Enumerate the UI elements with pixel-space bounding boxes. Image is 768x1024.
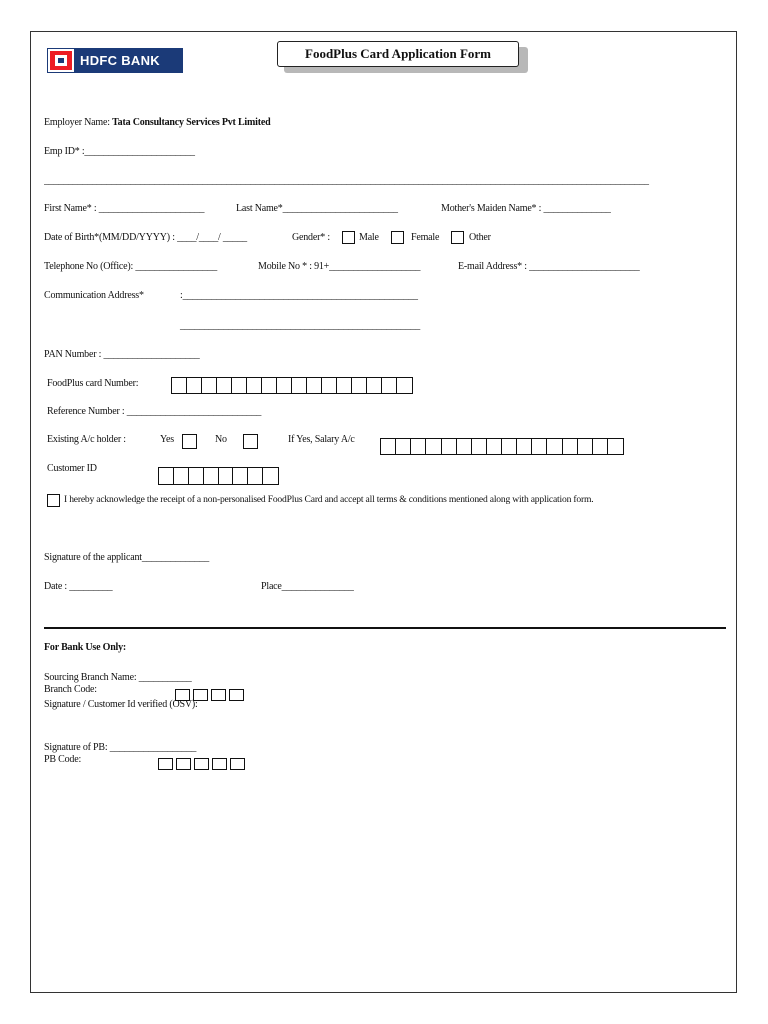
gender-other-checkbox[interactable] <box>451 231 464 244</box>
existing-account-label: Existing A/c holder : <box>47 434 126 445</box>
gender-male-label: Male <box>359 232 379 243</box>
employer-label: Employer Name: <box>44 117 110 128</box>
digit-box[interactable] <box>502 439 517 454</box>
digit-box[interactable] <box>382 378 397 393</box>
address-line-2[interactable]: __________________________________________________ <box>180 320 421 331</box>
code-box[interactable] <box>158 758 173 770</box>
logo-text: HDFC BANK <box>74 49 182 72</box>
digit-box[interactable] <box>204 468 219 484</box>
reference-number-field[interactable]: Reference Number : ____________________________ <box>47 406 262 417</box>
employer-value: Tata Consultancy Services Pvt Limited <box>112 117 271 128</box>
gender-other-label: Other <box>469 232 491 243</box>
digit-box[interactable] <box>352 378 367 393</box>
code-box[interactable] <box>230 758 245 770</box>
gender-male-checkbox[interactable] <box>342 231 355 244</box>
telephone-office-field[interactable]: Telephone No (Office): _________________ <box>44 261 218 272</box>
digit-box[interactable] <box>292 378 307 393</box>
signature-applicant-field[interactable]: Signature of the applicant______________ <box>44 552 210 563</box>
digit-box[interactable] <box>219 468 234 484</box>
digit-box[interactable] <box>532 439 547 454</box>
digit-box[interactable] <box>517 439 532 454</box>
date-field[interactable]: Date : _________ <box>44 581 113 592</box>
digit-box[interactable] <box>248 468 263 484</box>
mothers-maiden-name-field[interactable]: Mother's Maiden Name* : ______________ <box>441 203 611 214</box>
code-box[interactable] <box>229 689 244 701</box>
digit-box[interactable] <box>263 468 278 484</box>
pb-code-label: PB Code: <box>44 754 82 765</box>
digit-box[interactable] <box>189 468 204 484</box>
form-title: FoodPlus Card Application Form <box>277 41 519 67</box>
bank-use-heading: For Bank Use Only: <box>44 642 127 653</box>
digit-box[interactable] <box>202 378 217 393</box>
digit-box[interactable] <box>472 439 487 454</box>
hdfc-logo-mark-icon <box>50 51 72 70</box>
emp-id-line[interactable]: _______________________ <box>84 146 195 157</box>
gender-female-checkbox[interactable] <box>391 231 404 244</box>
sourcing-branch-field[interactable]: Sourcing Branch Name: ___________ <box>44 672 192 683</box>
digit-box[interactable] <box>457 439 472 454</box>
salary-account-label: If Yes, Salary A/c <box>288 434 355 445</box>
address-label: Communication Address* <box>44 290 144 301</box>
digit-box[interactable] <box>187 378 202 393</box>
digit-box[interactable] <box>233 468 248 484</box>
existing-no-label: No <box>215 434 227 445</box>
pan-number-field[interactable]: PAN Number : ____________________ <box>44 349 200 360</box>
digit-box[interactable] <box>411 439 426 454</box>
customer-id-boxes[interactable] <box>158 467 279 485</box>
gender-female-label: Female <box>411 232 440 243</box>
digit-box[interactable] <box>159 468 174 484</box>
divider-line: ______________________________________________________________________________________________________________________________ <box>44 175 649 186</box>
code-box[interactable] <box>211 689 226 701</box>
existing-yes-checkbox[interactable] <box>182 434 197 449</box>
gender-label: Gender* : <box>292 232 330 243</box>
branch-code-label: Branch Code: <box>44 684 97 695</box>
digit-box[interactable] <box>262 378 277 393</box>
email-field[interactable]: E-mail Address* : _______________________ <box>458 261 640 272</box>
place-field[interactable]: Place_______________ <box>261 581 354 592</box>
bank-use-separator <box>44 627 726 629</box>
digit-box[interactable] <box>487 439 502 454</box>
digit-box[interactable] <box>217 378 232 393</box>
foodplus-card-label: FoodPlus card Number: <box>47 378 139 389</box>
existing-yes-label: Yes <box>160 434 174 445</box>
emp-id-row[interactable] <box>44 146 195 157</box>
digit-box[interactable] <box>247 378 262 393</box>
dob-field[interactable]: Date of Birth*(MM/DD/YYYY) : ____/____/ _____ <box>44 232 247 243</box>
digit-box[interactable] <box>578 439 593 454</box>
digit-box[interactable] <box>172 378 187 393</box>
digit-box[interactable] <box>232 378 247 393</box>
digit-box[interactable] <box>322 378 337 393</box>
customer-id-label: Customer ID <box>47 463 97 474</box>
code-box[interactable] <box>176 758 191 770</box>
first-name-field[interactable]: First Name* : ______________________ <box>44 203 205 214</box>
pb-code-boxes[interactable] <box>158 755 248 773</box>
digit-box[interactable] <box>381 439 396 454</box>
digit-box[interactable] <box>397 378 412 393</box>
digit-box[interactable] <box>593 439 608 454</box>
code-box[interactable] <box>194 758 209 770</box>
address-line-1[interactable]: :_________________________________________________ <box>180 290 418 301</box>
digit-box[interactable] <box>608 439 623 454</box>
signature-pb-field[interactable]: Signature of PB: __________________ <box>44 742 197 753</box>
acknowledgement-checkbox[interactable] <box>47 494 60 507</box>
emp-id-label: Emp ID* : <box>44 146 85 157</box>
digit-box[interactable] <box>277 378 292 393</box>
digit-box[interactable] <box>367 378 382 393</box>
salary-account-boxes[interactable] <box>380 438 624 455</box>
digit-box[interactable] <box>426 439 441 454</box>
signature-verified-label: Signature / Customer Id verified (OSV): <box>44 699 198 710</box>
digit-box[interactable] <box>307 378 322 393</box>
acknowledgement-text: I hereby acknowledge the receipt of a non-personalised FoodPlus Card and accept all terms & conditions mentioned along with application form. <box>64 494 594 505</box>
hdfc-bank-logo <box>47 48 183 73</box>
code-box[interactable] <box>212 758 227 770</box>
digit-box[interactable] <box>396 439 411 454</box>
digit-box[interactable] <box>174 468 189 484</box>
digit-box[interactable] <box>337 378 352 393</box>
last-name-field[interactable]: Last Name*________________________ <box>236 203 398 214</box>
employer-row <box>44 117 270 128</box>
existing-no-checkbox[interactable] <box>243 434 258 449</box>
digit-box[interactable] <box>563 439 578 454</box>
digit-box[interactable] <box>442 439 457 454</box>
digit-box[interactable] <box>547 439 562 454</box>
foodplus-card-number-boxes[interactable] <box>171 377 413 394</box>
mobile-field[interactable]: Mobile No * : 91+___________________ <box>258 261 421 272</box>
